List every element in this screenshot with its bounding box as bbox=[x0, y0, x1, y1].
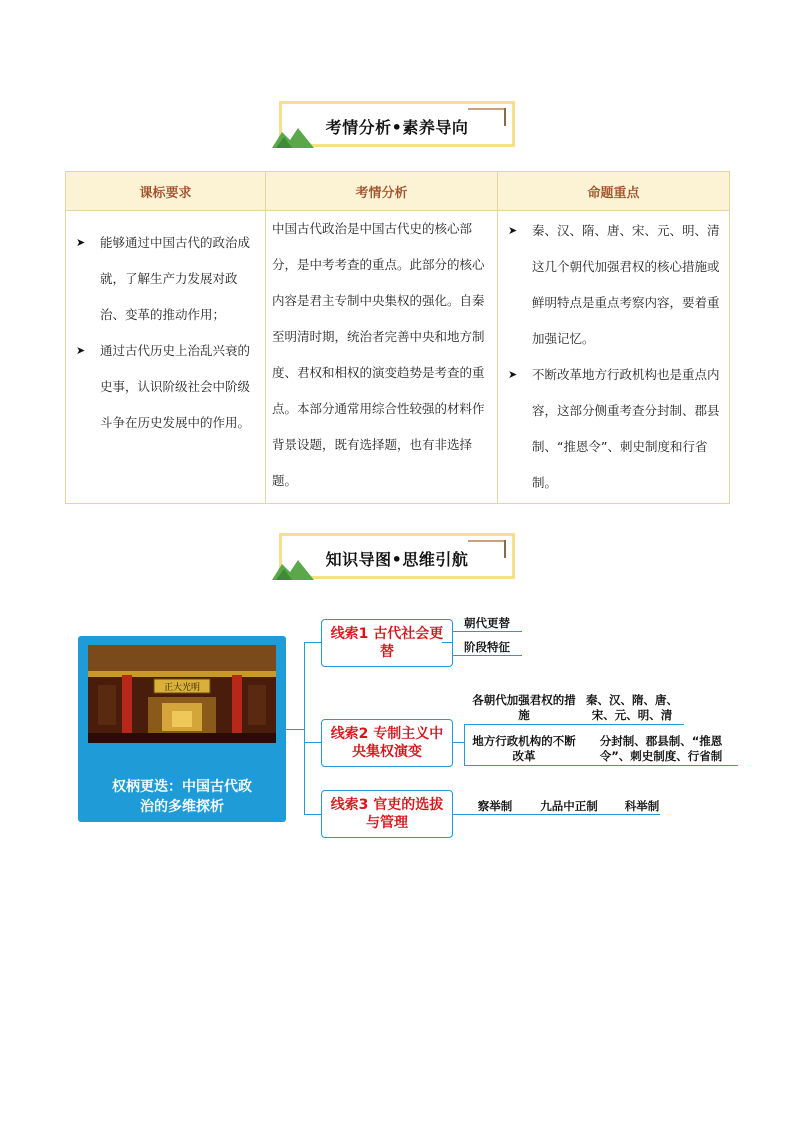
table-header-cell: 课标要求 bbox=[66, 172, 266, 211]
table-header-cell: 命题重点 bbox=[498, 172, 730, 211]
corner-decoration bbox=[468, 540, 506, 542]
subtopic-dynasties: 秦、汉、隋、唐、宋、元、明、清 bbox=[586, 693, 678, 722]
connector bbox=[452, 655, 522, 656]
connector bbox=[452, 623, 453, 656]
list-item: ➤ 通过古代历史上治乱兴衰的史事，认识阶级社会中阶级斗争在历史发展中的作用。 bbox=[72, 333, 259, 441]
connector bbox=[464, 724, 465, 765]
branch-node-3 bbox=[321, 790, 453, 838]
branch-label: 线索2 专制主义中央集权演变 bbox=[330, 726, 444, 760]
leaf-stage-features: 阶段特征 bbox=[464, 640, 510, 654]
palace-plaque: 正大光明 bbox=[163, 683, 201, 693]
branch-label: 线索1 古代社会更替 bbox=[330, 626, 444, 660]
key-points-cell bbox=[498, 211, 730, 504]
mindmap-root bbox=[78, 636, 286, 822]
branch-node-2 bbox=[321, 719, 453, 767]
connector bbox=[464, 765, 582, 766]
palace-hall-image bbox=[88, 645, 276, 743]
branch-node-1 bbox=[321, 619, 453, 667]
connector bbox=[464, 724, 582, 725]
connector bbox=[304, 642, 305, 814]
connector bbox=[453, 814, 660, 815]
branch-label: 线索3 官吏的选拔与管理 bbox=[330, 797, 444, 831]
subtopic-local-administration: 地方行政机构的不断改革 bbox=[472, 734, 576, 763]
section-title: 知识导图•思维引航 bbox=[325, 550, 469, 569]
corner-decoration bbox=[468, 108, 506, 110]
requirements-list bbox=[72, 225, 259, 441]
connector bbox=[442, 642, 452, 643]
table-header-row bbox=[66, 172, 730, 211]
section-banner-knowledge-map bbox=[279, 533, 515, 579]
subtopic-local-systems: 分封制、郡县制、“推恩令”、刺史制度、行省制 bbox=[599, 734, 723, 763]
connector bbox=[452, 631, 522, 632]
curriculum-requirements-cell bbox=[66, 211, 266, 504]
connector bbox=[453, 742, 464, 743]
connector bbox=[304, 814, 321, 815]
root-title: 权柄更迭：中国古代政治的多维探析 bbox=[112, 779, 252, 815]
connector bbox=[582, 724, 684, 725]
leaf-imperial-exam: 科举制 bbox=[624, 799, 660, 813]
connector bbox=[582, 765, 738, 766]
table-row bbox=[66, 211, 730, 504]
list-item: ➤ 能够通过中国古代的政治成就，了解生产力发展对政治、变革的推动作用； bbox=[72, 225, 259, 333]
leaf-dynasty-change: 朝代更替 bbox=[464, 616, 510, 630]
list-item: ➤ 秦、汉、隋、唐、宋、元、明、清这几个朝代加强君权的核心措施或鲜明特点是重点考察内容，要着重加强记忆。 bbox=[504, 213, 723, 357]
leaf-recommendation-system: 察举制 bbox=[477, 799, 513, 813]
palace-illustration bbox=[88, 645, 276, 743]
corner-decoration-vertical bbox=[504, 108, 506, 126]
connector bbox=[304, 642, 321, 643]
section-banner-exam-analysis bbox=[279, 101, 515, 147]
connector bbox=[304, 742, 321, 743]
corner-decoration-vertical bbox=[504, 540, 506, 558]
exam-analysis-table bbox=[65, 171, 730, 504]
subtopic-strengthen-imperial-power: 各朝代加强君权的措施 bbox=[472, 693, 576, 722]
exam-analysis-cell: 中国古代政治是中国古代史的核心部分，是中考考查的重点。此部分的核心内容是君主专制中央集权的强化。自秦至明清时期，统治者完善中央和地方制度、君权和相权的演变趋势是考查的重点。本部分通常用综合性较强的材料作背景设题，既有选择题，也有非选择题。 bbox=[266, 211, 498, 504]
key-points-list bbox=[504, 213, 723, 501]
list-item: ➤ 不断改革地方行政机构也是重点内容，这部分侧重考查分封制、郡县制、“推恩令”、刺史制度和行省制。 bbox=[504, 357, 723, 501]
section-title: 考情分析•素养导向 bbox=[325, 118, 469, 137]
leaf-nine-rank-system: 九品中正制 bbox=[540, 799, 598, 813]
connector bbox=[286, 729, 304, 730]
table-header-cell: 考情分析 bbox=[266, 172, 498, 211]
